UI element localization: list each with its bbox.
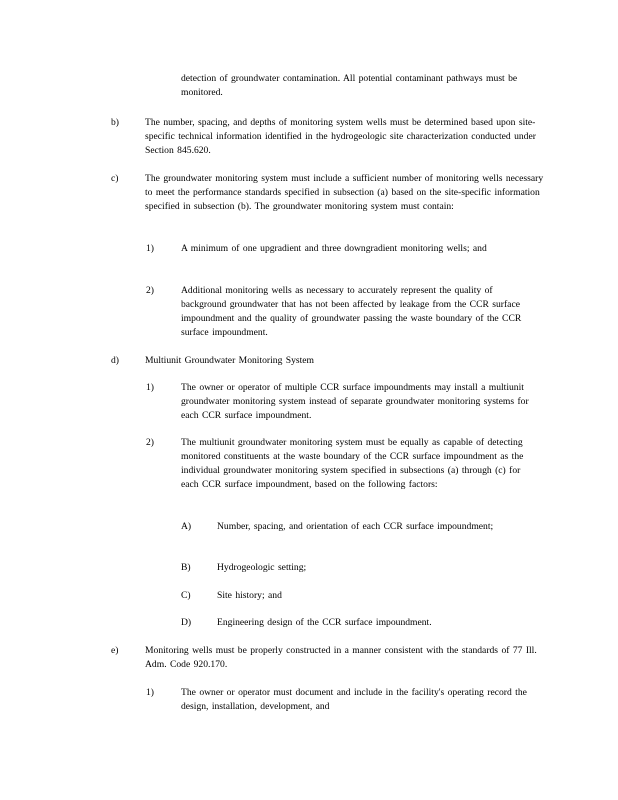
section-d-item-2-text: The multiunit groundwater monitoring system must be equally as capable of detecting monitored constituents at the waste boundary of the CCR surface impoundment as the individual groundwater monitoring system specified in subsections (a) through (c) for each CCR surface impoundment, based on the following factors: (181, 437, 527, 490)
section-d-item-1-text: The owner or operator of multiple CCR surface impoundments may install a multiunit groundwater monitoring system instead of separate groundwater monitoring systems for each CCR surface impoundment. (181, 382, 533, 421)
section-e-label: e) (111, 645, 119, 656)
section-c-label: c) (111, 173, 119, 184)
section-c-item-2-label: 2) (146, 285, 154, 296)
section-e-text: Monitoring wells must be properly constructed in a manner consistent with the standards of 77 Ill. Adm. Code 920.170. (145, 645, 540, 670)
section-d-item-2-sub-b-label: B) (181, 562, 191, 573)
section-d-item-2-sub-a-label: A) (181, 521, 192, 532)
section-d-item-2-label: 2) (146, 437, 154, 448)
section-d-label: d) (111, 355, 119, 366)
section-d-heading: Multiunit Groundwater Monitoring System (145, 355, 315, 366)
section-e-item-1-text: The owner or operator must document and include in the facility's operating record the design, installation, development, and (181, 687, 531, 712)
section-d-item-2-sub-b-text: Hydrogeologic setting; (217, 562, 307, 573)
section-d-item-2-sub-d-text: Engineering design of the CCR surface impoundment. (217, 617, 432, 628)
section-b-label: b) (111, 117, 119, 128)
section-c-item-1-label: 1) (146, 243, 154, 254)
section-c-item-2-text: Additional monitoring wells as necessary to accurately represent the quality of background groundwater that has not been affected by leakage from the CCR surface impoundment and the quality of groundwater passing the waste boundary of the CCR surface impoundment. (181, 285, 525, 338)
section-d-item-2-sub-d-label: D) (181, 617, 192, 628)
section-d-item-2-sub-c-label: C) (181, 590, 191, 601)
continuation-paragraph: detection of groundwater contamination. All potential contaminant pathways must be monitored. (181, 73, 521, 98)
section-e-item-1-label: 1) (146, 687, 154, 698)
section-b-text: The number, spacing, and depths of monitoring system wells must be determined based upon site-specific technical information identified in the hydrogeologic site characterization conducted under Section 845.620. (145, 117, 540, 156)
section-d-item-1-label: 1) (146, 382, 154, 393)
section-d-item-2-sub-a-text: Number, spacing, and orientation of each CCR surface impoundment; (217, 521, 494, 532)
section-c-item-1-text: A minimum of one upgradient and three downgradient monitoring wells; and (181, 243, 487, 254)
section-c-text: The groundwater monitoring system must include a sufficient number of monitoring wells necessary to meet the performance standards specified in subsection (a) based on the site-specific information specified in subsection (b). The groundwater monitoring system must contain: (145, 173, 547, 212)
section-d-item-2-sub-c-text: Site history; and (217, 590, 282, 601)
